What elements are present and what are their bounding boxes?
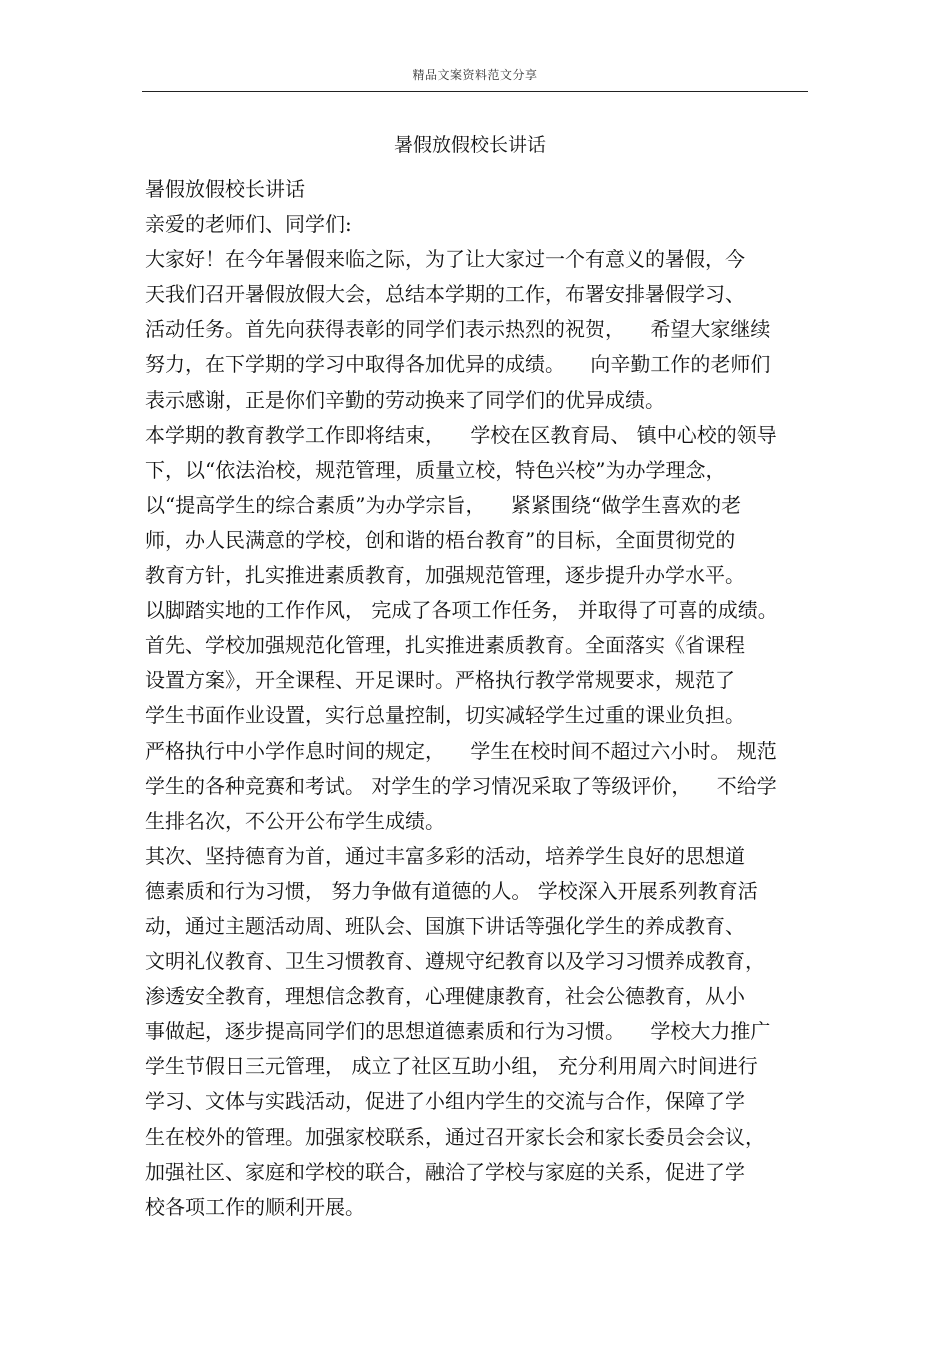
body-line: 活动任务。首先向获得表彰的同学们表示热烈的祝贺， 希望大家继续 xyxy=(145,317,771,342)
body-line: 师，办人民满意的学校，创和谐的梧台教育”的目标，全面贯彻党的 xyxy=(145,527,736,552)
body-line: 亲爱的老师们、同学们: xyxy=(145,212,352,237)
body-line: 文明礼仪教育、卫生习惯教育、遵规守纪教育以及学习习惯养成教育， xyxy=(145,949,765,974)
body-line: 天我们召开暑假放假大会，总结本学期的工作，布署安排暑假学习、 xyxy=(145,282,745,307)
body-line: 生排名次，不公开公布学生成绩。 xyxy=(145,808,445,833)
body-line: 其次、坚持德育为首，通过丰富多彩的活动，培养学生良好的思想道 xyxy=(145,843,745,868)
body-line: 生在校外的管理。加强家校联系，通过召开家长会和家长委员会会议， xyxy=(145,1124,765,1149)
body-line: 首先、学校加强规范化管理，扎实推进素质教育。全面落实《省课程 xyxy=(145,633,745,658)
body-line: 学生的各种竞赛和考试。 对学生的学习情况采取了等级评价， 不给学 xyxy=(145,773,777,798)
body-line: 暑假放假校长讲话 xyxy=(145,177,305,201)
body-line: 下，以“依法治校，规范管理，质量立校，特色兴校”为办学理念， xyxy=(145,457,726,482)
body-line: 大家好！在今年暑假来临之际，为了让大家过一个有意义的暑假，今 xyxy=(145,247,745,272)
body-line: 教育方针，扎实推进素质教育，加强规范管理，逐步提升办学水平。 xyxy=(145,563,745,588)
body-line: 以“提高学生的综合素质”为办学宗旨， 紧紧围绕“做学生喜欢的老 xyxy=(145,492,742,517)
body-line: 设置方案》，开全课程、开足课时。严格执行教学常规要求，规范了 xyxy=(145,668,735,693)
body-line: 事做起，逐步提高同学们的思想道德素质和行为习惯。 学校大力推广 xyxy=(145,1019,771,1044)
header-divider xyxy=(142,91,808,92)
body-line: 表示感谢，正是你们辛勤的劳动换来了同学们的优异成绩。 xyxy=(145,387,665,412)
body-line: 以脚踏实地的工作作风， 完成了各项工作任务， 并取得了可喜的成绩。 xyxy=(145,598,778,623)
body-line: 严格执行中小学作息时间的规定， 学生在校时间不超过六小时。 规范 xyxy=(145,738,777,763)
body-line: 学习、文体与实践活动，促进了小组内学生的交流与合作，保障了学 xyxy=(145,1089,745,1114)
page-header: 精品文案资料范文分享 xyxy=(412,68,538,82)
body-line: 学生书面作业设置，实行总量控制，切实减轻学生过重的课业负担。 xyxy=(145,703,745,728)
body-line: 加强社区、家庭和学校的联合，融洽了学校与家庭的关系，促进了学 xyxy=(145,1159,745,1184)
body-line: 渗透安全教育，理想信念教育，心理健康教育，社会公德教育，从小 xyxy=(145,984,745,1009)
body-line: 努力，在下学期的学习中取得各加优异的成绩。 向辛勤工作的老师们 xyxy=(145,352,771,377)
body-line: 动，通过主题活动周、班队会、国旗下讲话等强化学生的养成教育、 xyxy=(145,913,745,938)
body-line: 德素质和行为习惯， 努力争做有道德的人。 学校深入开展系列教育活 xyxy=(145,878,758,903)
document-body xyxy=(145,172,825,1225)
body-line: 本学期的教育教学工作即将结束， 学校在区教育局、 镇中心校的领导 xyxy=(145,422,777,447)
body-line: 校各项工作的顺利开展。 xyxy=(145,1194,365,1219)
body-line: 学生节假日三元管理， 成立了社区互助小组， 充分利用周六时间进行 xyxy=(145,1054,758,1079)
document-title: 暑假放假校长讲话 xyxy=(393,134,546,156)
